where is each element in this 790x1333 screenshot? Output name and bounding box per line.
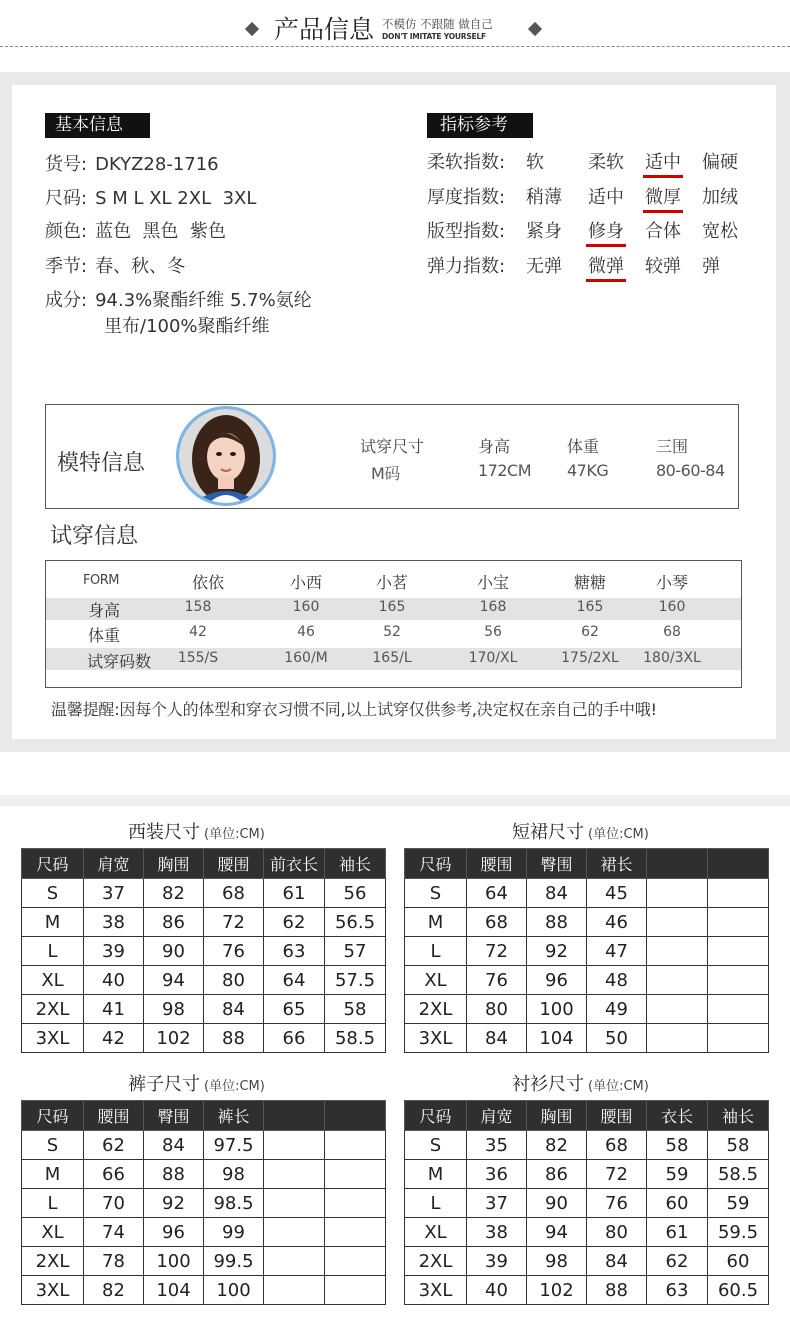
size-table-cell: 72 (587, 1160, 647, 1189)
size-table-cell: 40 (467, 1276, 527, 1305)
size-table-cell: 68 (204, 879, 264, 908)
size-table-header: 尺码 (405, 849, 467, 879)
size-table-cell: 60 (647, 1189, 708, 1218)
size-table (404, 1100, 769, 1305)
try-value: 168 (479, 599, 507, 615)
model-avatar (176, 406, 276, 506)
try-value: 165 (576, 599, 604, 615)
size-table-unit: (单位:CM) (588, 1079, 649, 1094)
size-table-cell: 58 (647, 1131, 708, 1160)
size-table-cell: 84 (204, 995, 264, 1024)
size-table-cell: 102 (527, 1276, 587, 1305)
try-value: 170/XL (468, 650, 518, 666)
size-table-cell (708, 966, 769, 995)
try-name: 小琴 (655, 573, 688, 592)
indicator-option-selected: 微厚 (643, 183, 683, 213)
size-table-cell: 80 (467, 995, 527, 1024)
basic-row-size (45, 184, 256, 210)
size-table-header (708, 849, 769, 879)
size-table-cell: 45 (587, 879, 647, 908)
size-table-cell (647, 879, 708, 908)
indicator-option: 紧身 (526, 221, 562, 242)
size-table-cell: 76 (587, 1189, 647, 1218)
size-table-cell (708, 879, 769, 908)
table-row (22, 1247, 386, 1276)
size-table-cell: 59 (647, 1160, 708, 1189)
table-row (22, 995, 386, 1024)
size-table-cell: 90 (527, 1189, 587, 1218)
size-table-cell: 3XL (405, 1276, 467, 1305)
size-table-cell: L (22, 937, 84, 966)
size-table-cell: 66 (84, 1160, 144, 1189)
size-table-cell: L (405, 1189, 467, 1218)
size-table-cell: 62 (264, 908, 325, 937)
size-table-cell: 104 (527, 1024, 587, 1053)
size-table-header: 胸围 (527, 1101, 587, 1131)
basic-value: 94.3%聚酯纤维 5.7%氨纶 (95, 290, 312, 311)
size-table-cell: 76 (204, 937, 264, 966)
size-table-cell: 72 (204, 908, 264, 937)
size-table-cell: 63 (264, 937, 325, 966)
size-table-header: 腰围 (84, 1101, 144, 1131)
size-table-cell: 68 (467, 908, 527, 937)
size-table-name: 裤子尺寸 (128, 1074, 200, 1095)
size-table-header: 臀围 (527, 849, 587, 879)
size-section-divider (0, 795, 790, 806)
size-table-cell: 49 (587, 995, 647, 1024)
table-row (405, 1189, 769, 1218)
size-table-cell: S (22, 879, 84, 908)
size-table-cell: 36 (467, 1160, 527, 1189)
size-table-header: 尺码 (22, 849, 84, 879)
size-table-header: 尺码 (22, 1101, 84, 1131)
size-table-header: 肩宽 (467, 1101, 527, 1131)
basic-row-material (45, 286, 312, 312)
basic-value: 蓝色 黑色 紫色 (95, 221, 226, 242)
size-table-cell: 94 (144, 966, 204, 995)
size-table-cell: 56 (325, 879, 386, 908)
size-table-cell: 88 (527, 908, 587, 937)
size-table-header: 袖长 (325, 849, 386, 879)
basic-label: 成分: (45, 290, 88, 311)
size-table-cell (264, 1218, 325, 1247)
size-table-cell: 39 (467, 1247, 527, 1276)
size-table-header (264, 1101, 325, 1131)
indicator-option-selected: 适中 (643, 148, 683, 178)
try-name: 依依 (191, 573, 224, 592)
size-table-cell: 3XL (22, 1276, 84, 1305)
basic-label: 颜色: (45, 221, 88, 242)
size-table-cell: 57.5 (325, 966, 386, 995)
try-value: 160/M (284, 650, 328, 666)
try-row-label: 试穿码数 (87, 652, 152, 671)
size-table-header: 袖长 (708, 1101, 769, 1131)
size-table-cell: 35 (467, 1131, 527, 1160)
table-row (405, 1024, 769, 1053)
size-table-cell: 80 (204, 966, 264, 995)
table-row (405, 908, 769, 937)
size-table-header: 尺码 (405, 1101, 467, 1131)
table-row (405, 1160, 769, 1189)
size-table (21, 1100, 386, 1305)
page-title: 产品信息 (274, 15, 375, 44)
size-table-header-row (22, 849, 386, 879)
try-info-heading: 试穿信息 (50, 524, 139, 549)
indicator-option-selected: 修身 (586, 217, 626, 247)
size-table-header: 裙长 (587, 849, 647, 879)
size-table-cell: 100 (144, 1247, 204, 1276)
size-table-cell: 84 (527, 879, 587, 908)
table-row (22, 908, 386, 937)
size-table-cell (708, 937, 769, 966)
size-table-cell: 58.5 (708, 1160, 769, 1189)
try-value: 62 (581, 624, 599, 640)
size-table-title (128, 1070, 265, 1096)
size-table-cell: 3XL (405, 1024, 467, 1053)
size-table-cell: L (22, 1189, 84, 1218)
size-table-cell: 47 (587, 937, 647, 966)
size-table-header (647, 849, 708, 879)
size-table-cell: 65 (264, 995, 325, 1024)
indicator-label: 弹力指数: (427, 256, 506, 277)
table-row (22, 1131, 386, 1160)
try-value: 165 (378, 599, 406, 615)
try-value: 158 (184, 599, 212, 615)
size-table-cell: 96 (144, 1218, 204, 1247)
size-table-cell: S (405, 1131, 467, 1160)
table-row (405, 1276, 769, 1305)
table-row (405, 966, 769, 995)
table-row (22, 1160, 386, 1189)
size-table-cell: 98.5 (204, 1189, 264, 1218)
header-diamond-left-icon (245, 22, 259, 36)
size-table-cell (647, 995, 708, 1024)
size-table-cell: 58 (708, 1131, 769, 1160)
size-table-cell (264, 1131, 325, 1160)
size-table-cell: 99.5 (204, 1247, 264, 1276)
size-table-header: 胸围 (144, 849, 204, 879)
size-table-header: 肩宽 (84, 849, 144, 879)
size-table-cell: L (405, 937, 467, 966)
basic-value: 春、秋、冬 (95, 256, 186, 277)
size-table-cell: 94 (527, 1218, 587, 1247)
size-table-cell: 86 (527, 1160, 587, 1189)
try-value: 42 (189, 624, 207, 640)
size-table-header-row (405, 1101, 769, 1131)
size-table-cell (647, 1024, 708, 1053)
basic-row-season (45, 252, 185, 278)
size-table-cell (264, 1160, 325, 1189)
size-table-cell: M (22, 908, 84, 937)
try-name: 小茗 (375, 573, 408, 592)
size-table-cell (325, 1189, 386, 1218)
size-table-cell: 98 (527, 1247, 587, 1276)
indicator-label: 厚度指数: (427, 187, 506, 208)
indicator-option: 合体 (645, 221, 681, 242)
indicator-option: 加绒 (702, 187, 738, 208)
size-table-cell: 70 (84, 1189, 144, 1218)
size-table-unit: (单位:CM) (204, 1079, 265, 1094)
size-table-cell: 40 (84, 966, 144, 995)
basic-row-color (45, 217, 226, 243)
basic-value: DKYZ28-1716 (95, 154, 219, 175)
size-table-cell: M (22, 1160, 84, 1189)
indicator-option: 柔软 (588, 152, 624, 173)
size-table-cell (325, 1131, 386, 1160)
size-table-cell: 42 (84, 1024, 144, 1053)
size-table-cell: 90 (144, 937, 204, 966)
size-table-cell: 38 (84, 908, 144, 937)
model-field-value: 80-60-84 (656, 461, 725, 480)
size-table-cell: 88 (144, 1160, 204, 1189)
try-name: 小西 (289, 573, 322, 592)
size-table (404, 848, 769, 1053)
size-table-title (512, 818, 649, 844)
header-slogan: 不模仿 不跟随 做自己 (382, 17, 493, 31)
table-row (22, 1218, 386, 1247)
size-table-cell: 99 (204, 1218, 264, 1247)
size-table-cell: 76 (467, 966, 527, 995)
header-diamond-right-icon (528, 22, 542, 36)
size-table-cell: 61 (647, 1218, 708, 1247)
size-table-header: 裤长 (204, 1101, 264, 1131)
try-name: 小宝 (476, 573, 509, 592)
try-value: 68 (663, 624, 681, 640)
basic-label: 尺码: (45, 188, 88, 209)
size-table-cell: 88 (204, 1024, 264, 1053)
size-table-cell: 59.5 (708, 1218, 769, 1247)
try-value: 165/L (372, 650, 412, 666)
size-table-cell (708, 995, 769, 1024)
model-field-value: M码 (371, 464, 400, 483)
size-table-cell: 78 (84, 1247, 144, 1276)
size-table-cell: 63 (647, 1276, 708, 1305)
indicator-label: 柔软指数: (427, 152, 506, 173)
size-table-cell: 41 (84, 995, 144, 1024)
indicator-option: 适中 (588, 187, 624, 208)
basic-row-item-no (45, 150, 219, 176)
size-table-cell: 68 (587, 1131, 647, 1160)
size-table-cell: 72 (467, 937, 527, 966)
size-table-name: 短裙尺寸 (512, 822, 584, 843)
table-row (22, 1024, 386, 1053)
size-table-name: 衬衫尺寸 (512, 1074, 584, 1095)
model-field-label: 三围 (656, 437, 689, 456)
size-table-cell: 60.5 (708, 1276, 769, 1305)
size-table-unit: (单位:CM) (588, 827, 649, 842)
size-table-cell: 2XL (22, 1247, 84, 1276)
size-table-header: 前衣长 (264, 849, 325, 879)
size-table-cell (647, 966, 708, 995)
size-table-cell: 84 (467, 1024, 527, 1053)
try-value: 56 (484, 624, 502, 640)
model-field-value: 47KG (567, 461, 609, 480)
try-row-label: 身高 (88, 601, 121, 620)
size-table-cell: 64 (264, 966, 325, 995)
size-table-header-row (405, 849, 769, 879)
size-table-cell (325, 1160, 386, 1189)
size-table-cell: 86 (144, 908, 204, 937)
size-table-cell: 82 (84, 1276, 144, 1305)
size-table-header: 腰围 (467, 849, 527, 879)
size-table-cell: 38 (467, 1218, 527, 1247)
size-table (21, 848, 386, 1053)
size-table-header: 腰围 (204, 849, 264, 879)
model-field-value: 172CM (478, 461, 532, 480)
size-table-cell: 37 (467, 1189, 527, 1218)
size-table-cell: XL (405, 966, 467, 995)
size-table-cell: 39 (84, 937, 144, 966)
try-value: 180/3XL (643, 650, 701, 666)
indicator-option: 稍薄 (526, 187, 562, 208)
size-table-cell: 84 (144, 1131, 204, 1160)
basic-info-heading: 基本信息 (45, 113, 150, 138)
table-row (22, 1276, 386, 1305)
size-table-cell: 2XL (22, 995, 84, 1024)
size-table-cell (325, 1276, 386, 1305)
size-table-cell (264, 1189, 325, 1218)
size-table-cell: S (22, 1131, 84, 1160)
table-row (405, 1218, 769, 1247)
size-table-cell: 102 (144, 1024, 204, 1053)
size-table-cell (708, 908, 769, 937)
size-table-cell: XL (22, 1218, 84, 1247)
size-table-cell: 84 (587, 1247, 647, 1276)
try-value: 52 (383, 624, 401, 640)
size-table-cell (325, 1218, 386, 1247)
size-table-cell: XL (22, 966, 84, 995)
indicator-option: 偏硬 (702, 152, 738, 173)
size-table-cell: 50 (587, 1024, 647, 1053)
table-row (405, 1247, 769, 1276)
table-row (22, 1189, 386, 1218)
indicator-option: 无弹 (526, 256, 562, 277)
try-name: 糖糖 (573, 573, 606, 592)
size-table-cell (325, 1247, 386, 1276)
table-row (405, 879, 769, 908)
size-table-cell: 48 (587, 966, 647, 995)
size-table-cell: 57 (325, 937, 386, 966)
size-table-cell: M (405, 1160, 467, 1189)
try-value: 46 (297, 624, 315, 640)
table-row (22, 966, 386, 995)
size-table-cell: 82 (527, 1131, 587, 1160)
size-table-cell (647, 908, 708, 937)
model-info-heading: 模特信息 (57, 451, 146, 476)
size-table-cell: M (405, 908, 467, 937)
try-note: 温馨提醒:因每个人的体型和穿衣习惯不同,以上试穿仅供参考,决定权在亲自己的手中哦! (51, 700, 657, 719)
size-table-name: 西装尺寸 (128, 822, 200, 843)
basic-row-material-lining: 里布/100%聚酯纤维 (104, 316, 270, 337)
size-table-cell: 80 (587, 1218, 647, 1247)
indicator-option: 宽松 (702, 221, 738, 242)
size-table-cell: 104 (144, 1276, 204, 1305)
indicator-option: 软 (526, 152, 544, 173)
size-table-header-row (22, 1101, 386, 1131)
basic-label: 季节: (45, 256, 88, 277)
table-row (405, 1131, 769, 1160)
indicator-option: 弹 (702, 256, 720, 277)
size-table-cell: 64 (467, 879, 527, 908)
size-table-cell: 100 (527, 995, 587, 1024)
size-table-header: 衣长 (647, 1101, 708, 1131)
size-table-cell: 61 (264, 879, 325, 908)
size-table-title (128, 818, 265, 844)
try-value: 160 (292, 599, 320, 615)
try-value: 160 (658, 599, 686, 615)
table-row (22, 937, 386, 966)
size-table-unit: (单位:CM) (204, 827, 265, 842)
indicator-label: 版型指数: (427, 221, 506, 242)
size-table-cell: 37 (84, 879, 144, 908)
size-table-cell: 88 (587, 1276, 647, 1305)
table-row (405, 995, 769, 1024)
table-row (22, 879, 386, 908)
size-table-cell: XL (405, 1218, 467, 1247)
size-table-header: 臀围 (144, 1101, 204, 1131)
size-table-cell: 82 (144, 879, 204, 908)
size-table-cell: 3XL (22, 1024, 84, 1053)
try-value: 175/2XL (561, 650, 619, 666)
indicator-heading: 指标参考 (427, 113, 533, 138)
table-row (405, 937, 769, 966)
try-value: 155/S (177, 650, 219, 666)
try-form-label: FORM (83, 573, 119, 588)
size-table-cell: 58.5 (325, 1024, 386, 1053)
size-table-cell: S (405, 879, 467, 908)
size-table-cell: 60 (708, 1247, 769, 1276)
model-portrait-icon (179, 409, 273, 503)
header-divider (0, 46, 790, 47)
header-slogan-en: DON'T IMITATE YOURSELF (382, 32, 486, 41)
size-table-cell: 2XL (405, 995, 467, 1024)
size-table-header (325, 1101, 386, 1131)
size-table-cell: 92 (144, 1189, 204, 1218)
size-table-cell: 98 (204, 1160, 264, 1189)
size-table-header: 腰围 (587, 1101, 647, 1131)
size-table-cell: 74 (84, 1218, 144, 1247)
size-table-cell: 59 (708, 1189, 769, 1218)
try-row-label: 体重 (88, 626, 121, 645)
size-table-cell: 100 (204, 1276, 264, 1305)
model-field-label: 体重 (567, 437, 600, 456)
size-table-cell: 96 (527, 966, 587, 995)
size-table-cell: 58 (325, 995, 386, 1024)
indicator-option-selected: 微弹 (586, 252, 626, 282)
size-table-title (512, 1070, 649, 1096)
basic-label: 货号: (45, 154, 88, 175)
model-field-label: 试穿尺寸 (360, 437, 425, 456)
size-table-cell (264, 1276, 325, 1305)
size-table-cell: 98 (144, 995, 204, 1024)
size-table-cell: 97.5 (204, 1131, 264, 1160)
model-field-label: 身高 (478, 437, 511, 456)
basic-value: S M L XL 2XL 3XL (95, 188, 257, 209)
size-table-cell: 56.5 (325, 908, 386, 937)
size-table-cell: 62 (647, 1247, 708, 1276)
size-table-cell: 92 (527, 937, 587, 966)
size-table-cell (708, 1024, 769, 1053)
size-table-cell (647, 937, 708, 966)
size-table-cell: 66 (264, 1024, 325, 1053)
size-table-cell: 2XL (405, 1247, 467, 1276)
size-table-cell: 46 (587, 908, 647, 937)
size-table-cell: 62 (84, 1131, 144, 1160)
size-table-cell (264, 1247, 325, 1276)
indicator-option: 较弹 (645, 256, 681, 277)
